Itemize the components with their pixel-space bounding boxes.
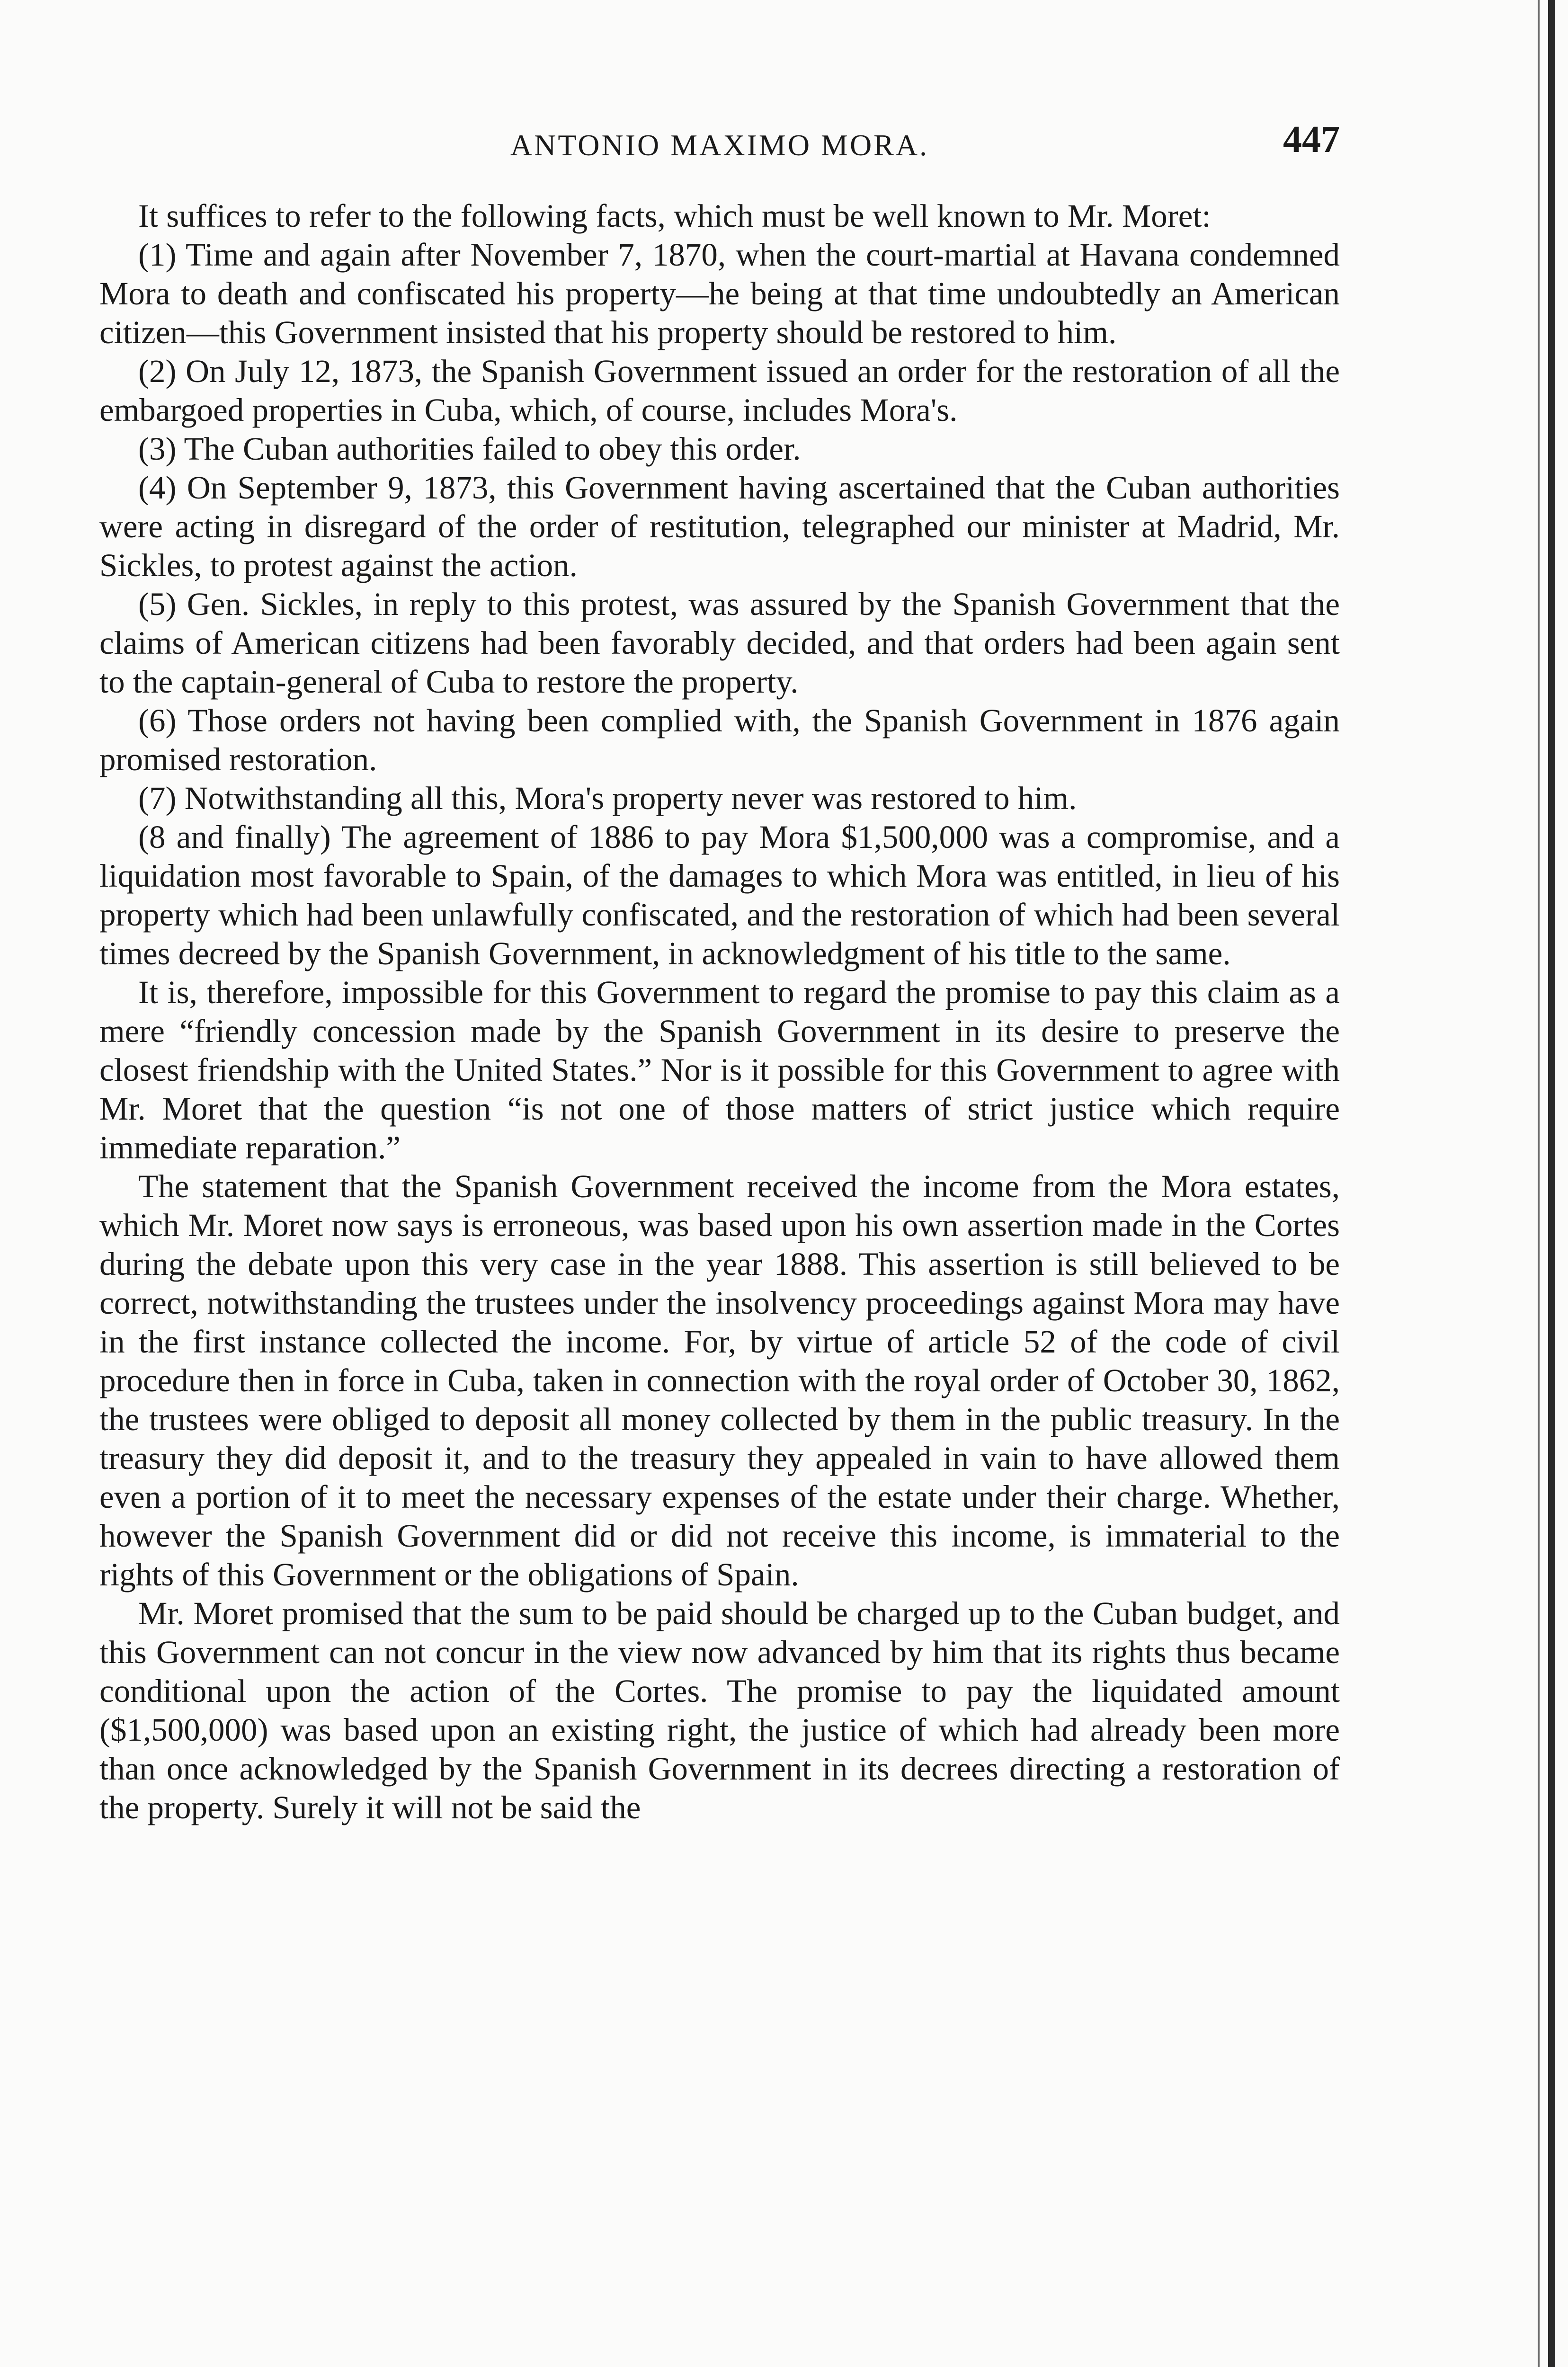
paragraph-fact-7: (7) Notwithstanding all this, Mora's property never was restored to him.	[138, 780, 1077, 816]
paragraph-fact-5: (5) Gen. Sickles, in reply to this protest, was assured by the Spanish Government that the claims of American citizens had been favorably decided, and that orders had been again sent to the captain-general of Cuba to restore the property.	[99, 586, 1340, 700]
paragraph-fact-8: (8 and finally) The agreement of 1886 to pay Mora $1,500,000 was a compromise, and a liquidation most favorable to Spain, of the damages to which Mora was entitled, in lieu of his property which had been unlawfully confiscated, and the restoration of which had been several times decreed by the Spanish Government, in acknowledgment of his title to the same.	[99, 819, 1340, 971]
paragraph-income: The statement that the Spanish Government received the income from the Mora estates, which Mr. Moret now says is erroneous, was based upon his own assertion made in the Cortes during the debate upon this very case in the year 1888. This assertion is still believed to be correct, notwithstanding the trustees under the insolvency proceedings against Mora may have in the first instance collected the income. For, by virtue of article 52 of the code of civil procedure then in force in Cuba, taken in connection with the royal order of October 30, 1862, the trustees were obliged to deposit all money collected by them in the public treasury. In the treasury they did deposit it, and to the treasury they appealed in vain to have allowed them even a portion of it to meet the necessary expenses of the estate under their charge. Whether, however the Spanish Government did or did not receive this income, is immaterial to the rights of this Government or the obligations of Spain.	[99, 1168, 1340, 1593]
paragraph-impossible: It is, therefore, impossible for this Government to regard the promise to pay this claim as a mere “friendly concession made by the Spanish Government in its desire to preserve the closest friendship with the United States.” Nor is it possible for this Government to agree with Mr. Moret that the question “is not one of those matters of strict justice which require immediate reparation.”	[99, 974, 1340, 1166]
running-title: ANTONIO MAXIMO MORA.	[510, 128, 929, 162]
paragraph-intro: It suffices to refer to the following facts, which must be well known to Mr. Moret:	[138, 198, 1211, 234]
paragraph-fact-4: (4) On September 9, 1873, this Government having ascertained that the Cuban authorities were acting in disregard of the order of restitution, telegraphed our minister at Madrid, Mr. Sickles, to protest against the action.	[99, 470, 1340, 583]
page-header	[99, 118, 1340, 170]
paragraph-fact-2: (2) On July 12, 1873, the Spanish Government issued an order for the restoration of all the embargoed properties in Cuba, which, of course, includes Mora's.	[99, 353, 1340, 428]
binding-edge	[1548, 0, 1555, 2367]
page-number: 447	[1283, 119, 1340, 160]
paragraph-fact-6: (6) Those orders not having been complied with, the Spanish Government in 1876 again promised restoration.	[99, 703, 1340, 777]
paragraph-fact-3: (3) The Cuban authorities failed to obey this order.	[138, 431, 801, 467]
paragraph-budget: Mr. Moret promised that the sum to be paid should be charged up to the Cuban budget, and this Government can not concur in the view now advanced by him that its rights thus became conditional upon the action of the Cortes. The promise to pay the liquidated amount ($1,500,000) was based upon an existing right, the justice of which had already been more than once acknowledged by the Spanish Government in its decrees directing a restoration of the property. Surely it will not be said the	[99, 1595, 1340, 1825]
paragraph-fact-1: (1) Time and again after November 7, 1870, when the court-martial at Havana condemned Mora to death and confiscated his property—he being at that time undoubtedly an American citizen—this Government insisted that his property should be restored to him.	[99, 237, 1340, 350]
binding-edge-inner	[1538, 0, 1540, 2367]
body-text	[99, 196, 1340, 1827]
